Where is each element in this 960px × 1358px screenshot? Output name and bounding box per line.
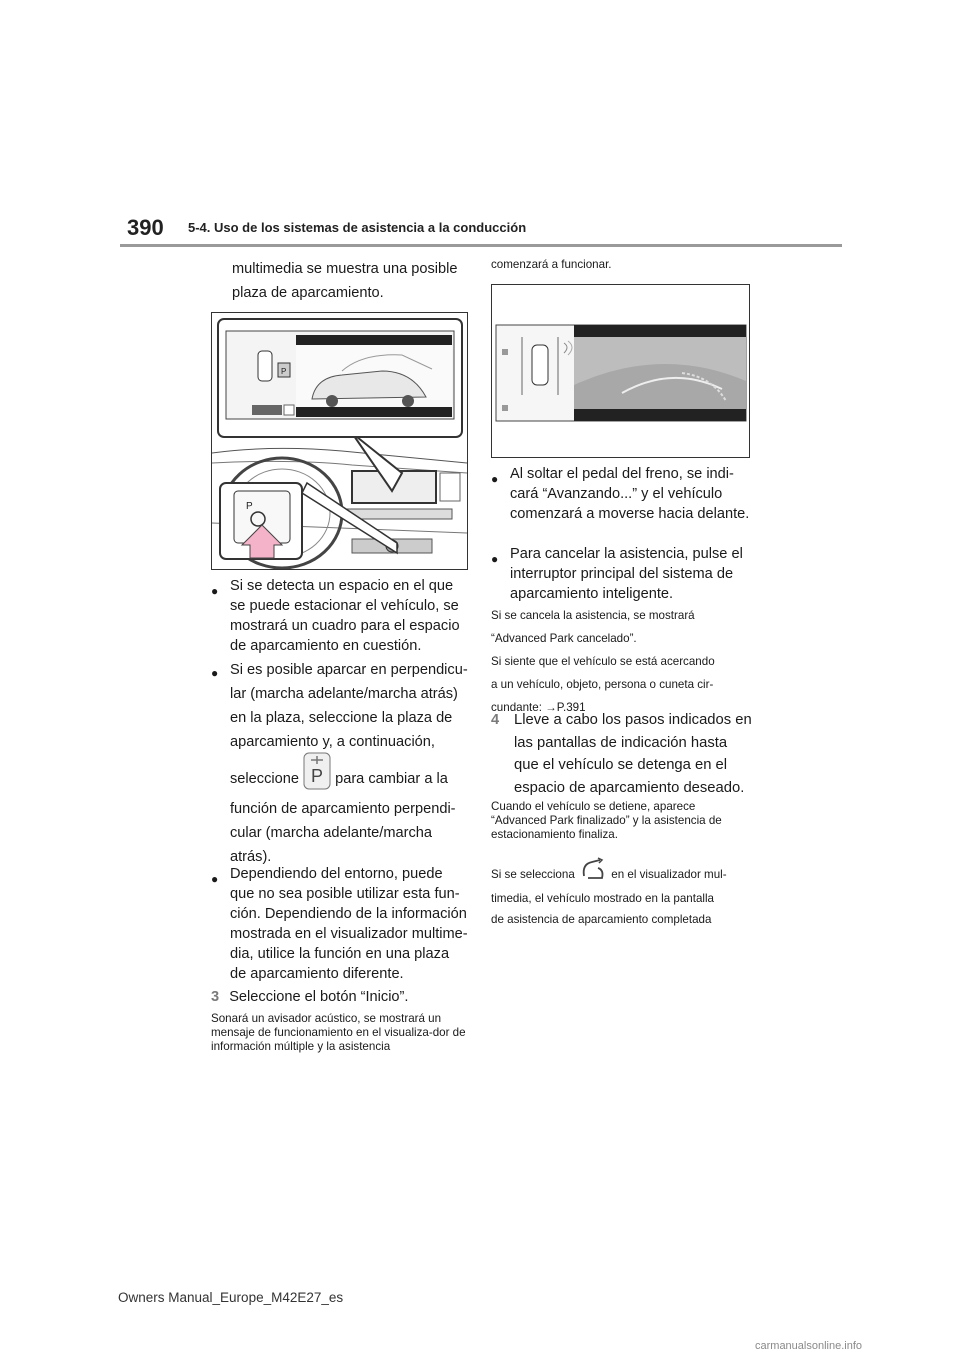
bullet-dot-icon: ● (211, 584, 219, 598)
note-block (491, 888, 753, 930)
note-text: Sonará un avisador acústico, se mostrará un mensaje de funcionamiento en el visualiza-dor de información múltiple y la asistencia (211, 1012, 466, 1053)
interior-illustration (212, 313, 467, 569)
step-number: 4 (491, 712, 500, 728)
note-block (491, 604, 753, 719)
page-number: 390 (127, 215, 164, 240)
list-item (211, 658, 469, 754)
intro-line: plaza de aparcamiento. (232, 285, 384, 301)
parking-screen-illustration (492, 285, 749, 457)
note-line: en el visualizador mul- (611, 868, 727, 882)
section-title: 5-4. Uso de los sistemas de asistencia a la conducción (188, 220, 527, 235)
bullet-dot-icon: ● (211, 666, 219, 680)
note-text: Cuando el vehículo se detiene, aparece “Advanced Park finalizado” y la asistencia de estacionamiento finaliza. (491, 800, 722, 841)
step-text: Seleccione el botón “Inicio”. (229, 989, 409, 1005)
bullet-text: Si se detecta un espacio en el que se puede estacionar el vehículo, se mostrará un cuadro para el espacio de aparcamiento en cuestión. (230, 578, 460, 654)
note-line: “Advanced Park cancelado”. (491, 632, 637, 645)
list-item (211, 864, 469, 984)
note-line: Si se selecciona (491, 868, 575, 882)
list-item (211, 576, 469, 656)
bullet-dot-icon: ● (491, 552, 499, 566)
bullet-text: Si es posible aparcar en perpendicu-lar (marcha adelante/marcha atrás) en la plaza, seleccione la plaza de aparcamiento y, a continuación, (230, 662, 468, 750)
header-divider (120, 244, 842, 247)
note-line: cundante: →P.391 (491, 701, 586, 714)
note-line: Si siente que el vehículo se está acercando (491, 655, 715, 668)
bullet-text: para cambiar a la (335, 770, 448, 787)
site-watermark: carmanualsonline.info (755, 1340, 863, 1352)
bullet-text: Al soltar el pedal del freno, se indi-cará “Avanzando...” y el vehículo comenzará a moverse hacia delante. (510, 466, 750, 522)
intro-line: multimedia se muestra una posible (232, 261, 458, 277)
step-number: 3 (211, 989, 220, 1005)
document-footer: Owners Manual_Europe_M42E27_es (118, 1290, 344, 1305)
intro-text (232, 257, 472, 305)
figure-interior-display (211, 312, 468, 570)
svg-text:P: P (281, 367, 287, 376)
bullet-text: Dependiendo del entorno, puede que no sea posible utilizar esta fun-ción. Dependiendo de la información mostrada en el visualizador multime-dia, utilice la función en una plaza de aparcamiento diferente. (230, 866, 468, 982)
note-line: timedia, el vehículo mostrado en la pantalla (491, 892, 714, 905)
step-text: Lleve a cabo los pasos indicados en las pantallas de indicación hasta que el vehículo se detenga en el espacio de aparcamiento deseado. (514, 712, 752, 796)
note-text: comenzará a funcionar. (491, 258, 612, 271)
svg-text:P: P (311, 766, 324, 786)
bullet-text: función de aparcamiento perpendi-cular (marcha adelante/marcha atrás). (230, 801, 456, 865)
bullet-text: Para cancelar la asistencia, pulse el interruptor principal del sistema de aparcamiento inteligente. (510, 546, 743, 602)
bullet-dot-icon: ● (211, 872, 219, 886)
svg-text:P: P (246, 501, 253, 512)
step-3 (211, 986, 469, 1008)
bullet-text: seleccione (230, 770, 299, 787)
list-item (491, 544, 753, 604)
figure-parking-screen (491, 284, 750, 458)
list-item (491, 464, 753, 524)
step-4 (491, 709, 753, 799)
note-line: Si se cancela la asistencia, se mostrará (491, 609, 695, 622)
bullet-dot-icon: ● (491, 472, 499, 486)
note-line: a un vehículo, objeto, persona o cuneta cir- (491, 678, 714, 691)
note-line: de asistencia de aparcamiento completada (491, 913, 712, 926)
